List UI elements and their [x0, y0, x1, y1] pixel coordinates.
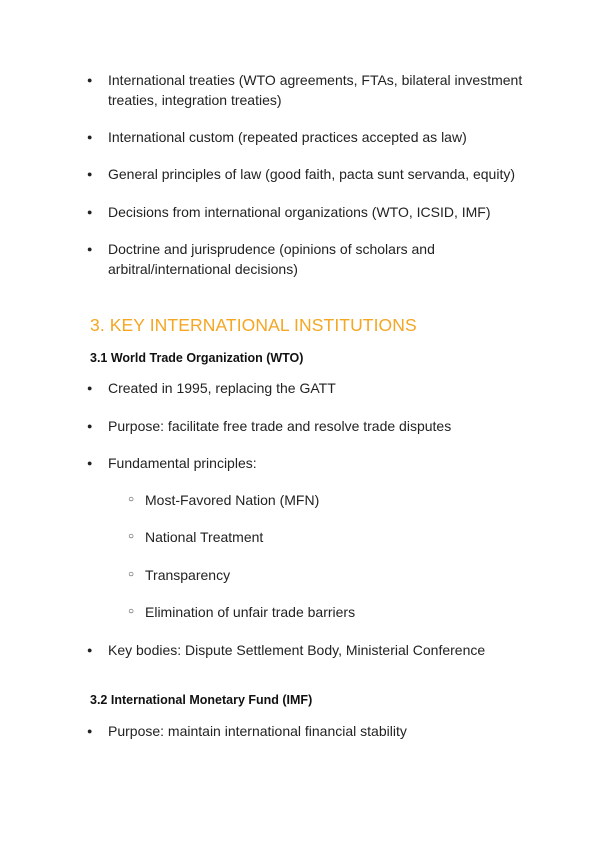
list-item: ● Created in 1995, replacing the GATT — [108, 378, 538, 398]
sub-list-item: ○ Transparency — [145, 565, 545, 585]
list-item: ● International custom (repeated practices accepted as law) — [108, 127, 538, 147]
list-item: ● Fundamental principles: — [108, 453, 538, 473]
list-item: ● Purpose: maintain international financial stability — [108, 721, 538, 741]
list-item: ● Decisions from international organizations (WTO, ICSID, IMF) — [108, 202, 538, 222]
list-item: ● Key bodies: Dispute Settlement Body, Ministerial Conference — [108, 640, 538, 660]
section-heading: 3. KEY INTERNATIONAL INSTITUTIONS — [90, 315, 417, 335]
list-item: ● International treaties (WTO agreements, FTAs, bilateral investment treaties, integration treaties) — [108, 70, 538, 110]
list-item: ● General principles of law (good faith, pacta sunt servanda, equity) — [108, 164, 538, 184]
sub-list-item: ○ Elimination of unfair trade barriers — [145, 602, 545, 622]
sub-list-item: ○ National Treatment — [145, 527, 545, 547]
wto-heading: 3.1 World Trade Organization (WTO) — [90, 351, 304, 365]
imf-heading: 3.2 International Monetary Fund (IMF) — [90, 693, 313, 707]
list-item: ● Purpose: facilitate free trade and resolve trade disputes — [108, 416, 538, 436]
list-item: ● Doctrine and jurisprudence (opinions of scholars and arbitral/international decisions) — [108, 239, 508, 279]
sub-list-item: ○ Most-Favored Nation (MFN) — [145, 490, 545, 510]
